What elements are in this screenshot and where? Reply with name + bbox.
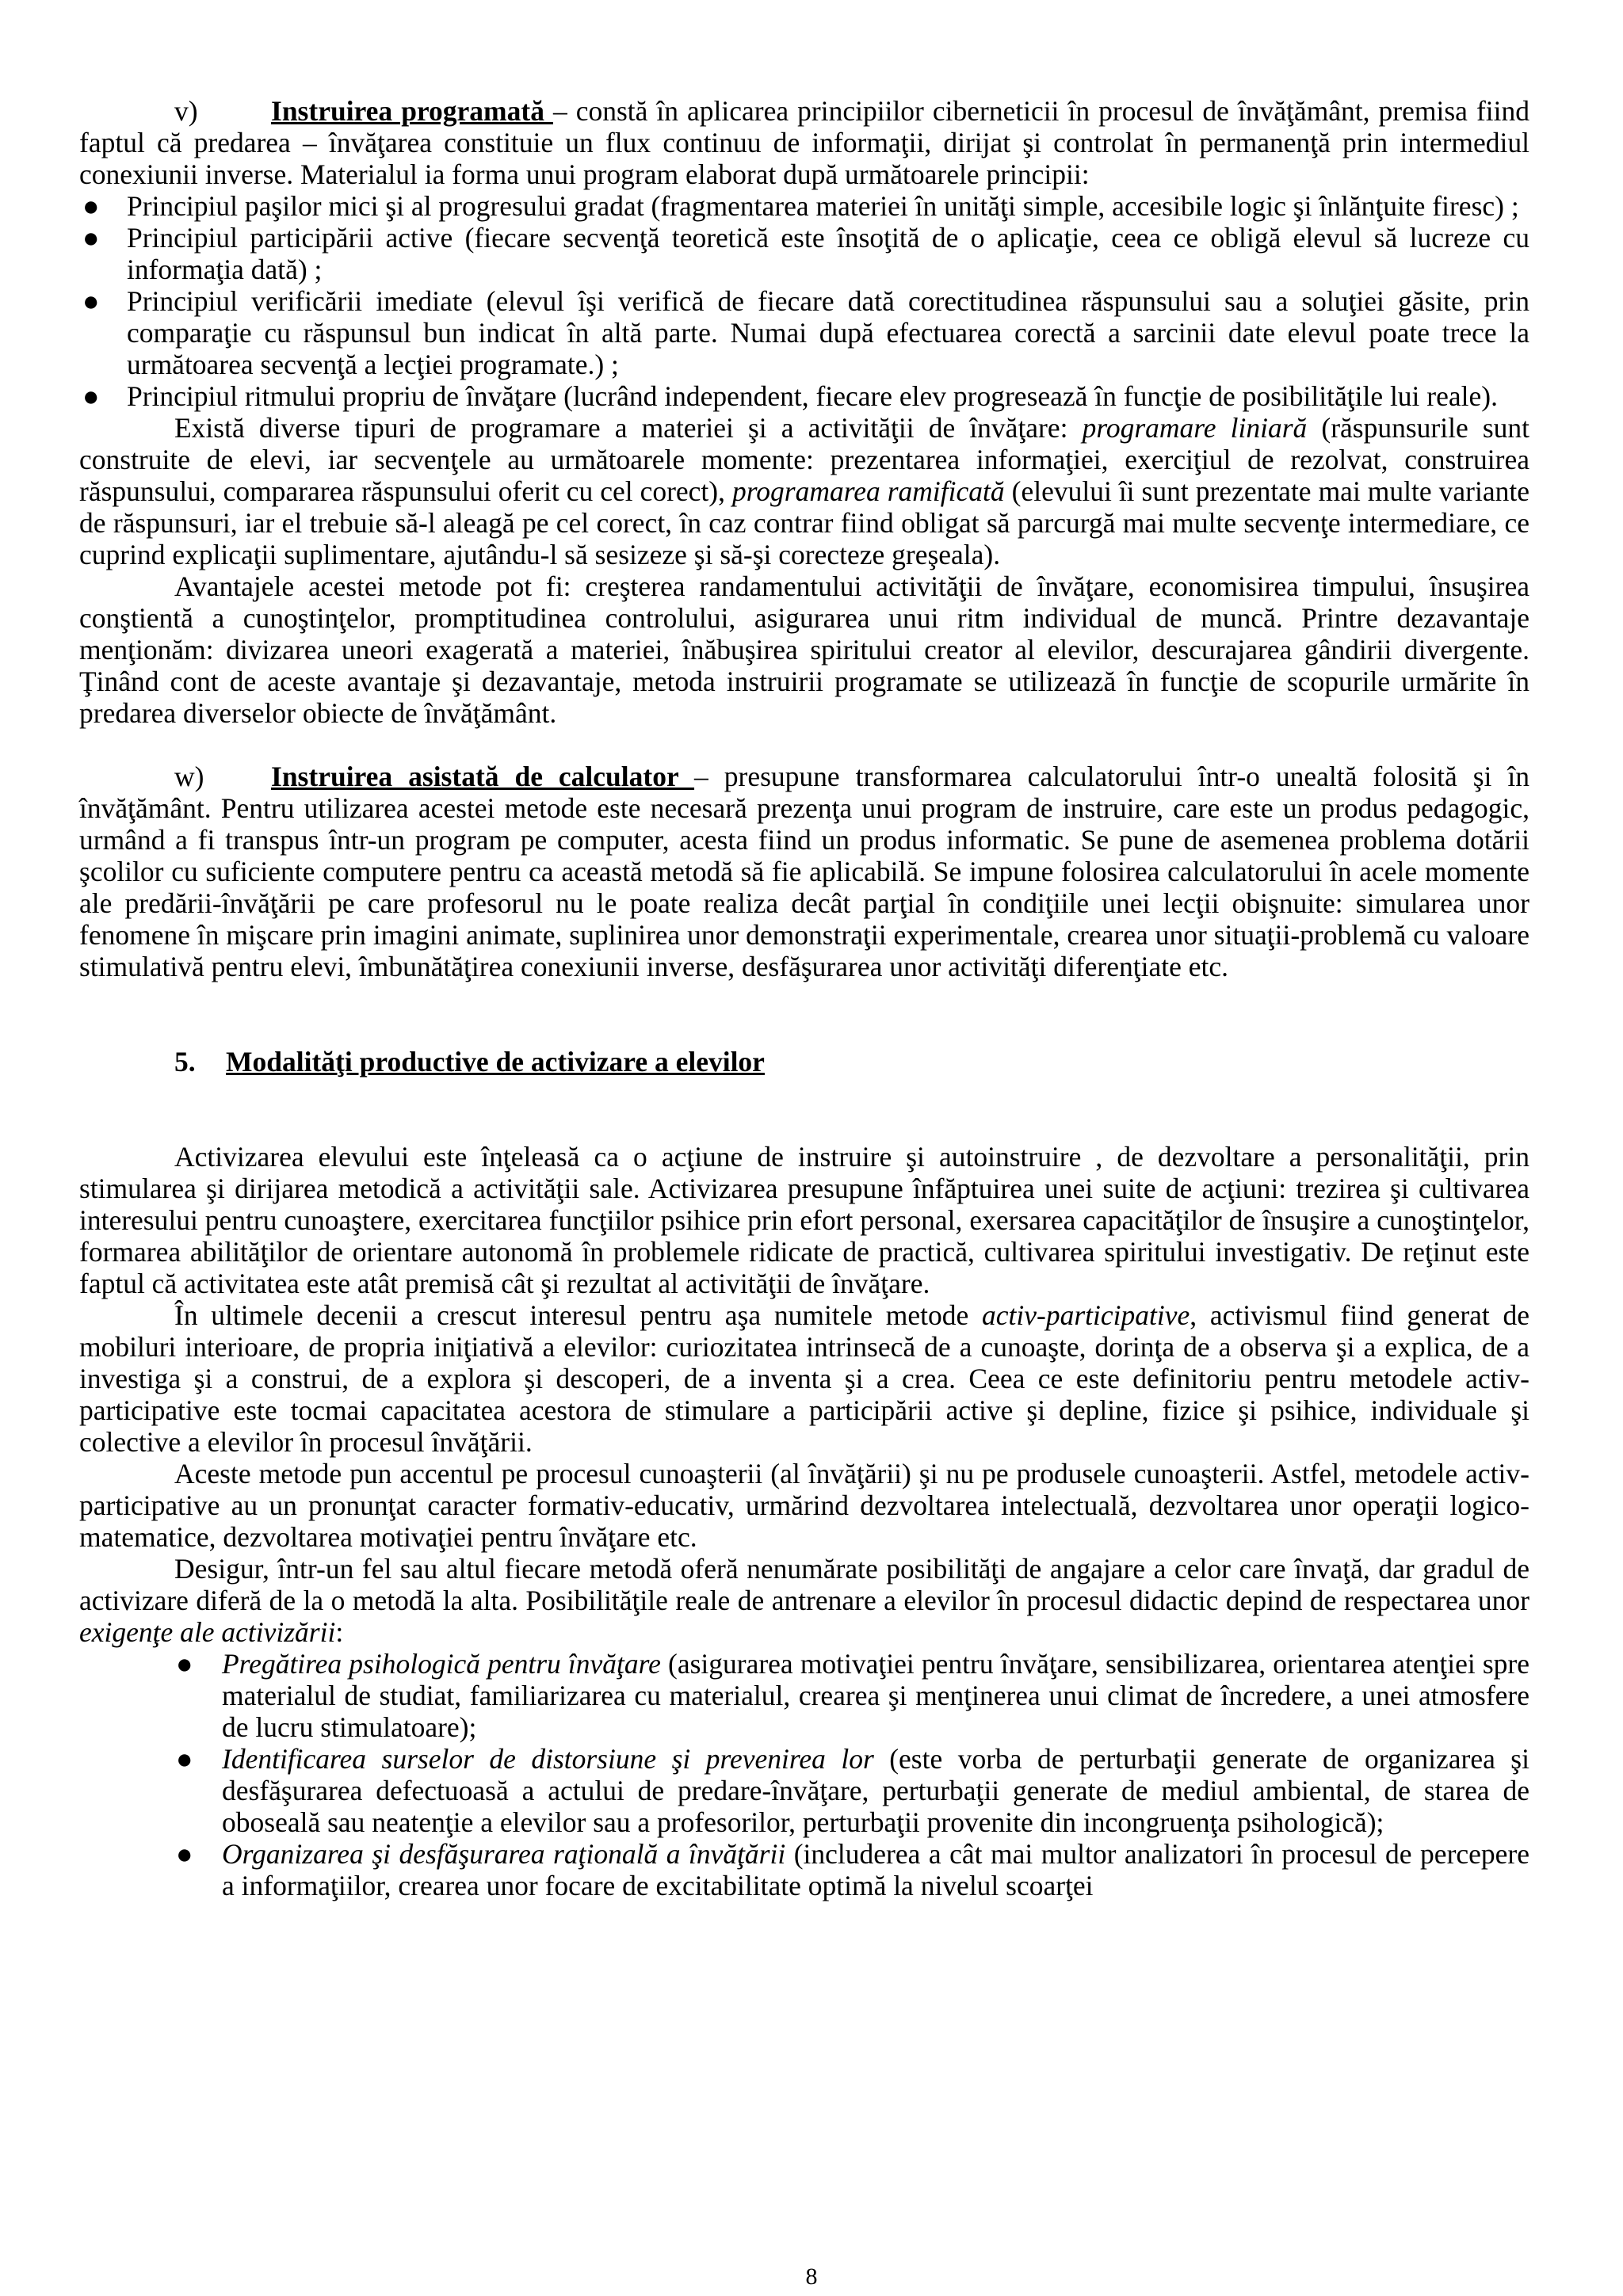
list-item <box>79 285 1529 380</box>
section-label-w: w) <box>174 761 204 792</box>
bullet-icon: ● <box>82 190 100 222</box>
section-heading-5 <box>79 1046 1529 1077</box>
list-item-text: Principiul participării active (fiecare secvenţă teoretică este însoţită de o aplicaţie, ceea ce obligă elevul să lucreze cu informaţia dată) ; <box>127 222 1529 285</box>
list-item-text: Principiul paşilor mici şi al progresului gradat (fragmentarea materiei în unităţi simple, accesibile logic şi înlănţuite firesc) ; <box>127 190 1519 222</box>
italic-term: programarea ramificată <box>732 475 1005 507</box>
list-item <box>79 380 1529 412</box>
paragraph-computer-assisted <box>79 761 1529 982</box>
section-label-v: v) <box>174 95 198 127</box>
text-run: (răspunsurile sunt construite de elevi, iar secvenţele au următoarele momente: prezentarea informaţiei, exerciţiul de rezolvat, construirea răspunsului, compararea răspunsului oferit cu cel corect), <box>79 412 1530 507</box>
section-title-programmed-instruction: Instruirea programată <box>271 95 553 127</box>
text-run: : <box>335 1616 344 1648</box>
text-run: În ultimele decenii a crescut interesul pentru aşa numitele metode <box>174 1299 983 1331</box>
paragraph-active-methods <box>79 1299 1529 1458</box>
list-item-text: Principiul ritmului propriu de învăţare (lucrând independent, fiecare elev progresează în funcţie de posibilităţile lui reale). <box>127 380 1498 412</box>
italic-term: exigenţe ale activizării <box>79 1616 336 1648</box>
list-item-text: (includerea a cât mai multor analizatori în procesul de percepere a informaţiilor, crearea unor focare de excitabilitate optimă la nivelul scoarţei <box>222 1838 1529 1901</box>
requirements-list <box>79 1648 1529 1901</box>
section-title-computer-assisted: Instruirea asistată de calculator <box>271 761 695 792</box>
page-number: 8 <box>805 2264 818 2290</box>
list-item-title: Organizarea şi desfăşurarea raţională a învăţării <box>222 1838 786 1870</box>
principles-list <box>79 190 1529 412</box>
text-run: Există diverse tipuri de programare a materiei şi a activităţii de învăţare: <box>174 412 1083 444</box>
list-item <box>79 1648 1529 1743</box>
paragraph-programming-types <box>79 412 1529 570</box>
text-run: , activismul fiind generat de mobiluri interioare, de propria iniţiativă a elevilor: curiozitatea intrinsecă de a cunoaşte, dorinţa de a observa şi a explica, de a investiga şi a construi, de a explora şi descoperi, de a inventa şi a crea. Ceea ce este definitoriu pentru metodele activ-participative este tocmai capacitatea acestora de stimulare a participării active şi depline, fizice şi psihice, individuale şi colective a elevilor în procesul învăţării. <box>79 1299 1530 1458</box>
italic-term: programare liniară <box>1082 412 1308 444</box>
paragraph-advantages: Avantajele acestei metode pot fi: creşterea randamentului activităţii de învăţare, economisirea timpului, însuşirea conştientă a cunoştinţelor, promptitudinea controlului, asigurarea unui ritm individual de muncă. Printre dezavantaje menţionăm: divizarea uneori exagerată a materiei, înăbuşirea spiritului creator al elevilor, descurajarea gândirii divergente. Ţinând cont de aceste avantaje şi dezavantaje, metoda instruirii programate se utilizează în funcţie de scopurile urmărite în predarea diverselor obiecte de învăţământ. <box>79 570 1529 729</box>
text-run: Desigur, într-un fel sau altul fiecare metodă oferă nenumărate posibilităţi de angajare a celor care învaţă, dar gradul de activizare diferă de la o metodă la alta. Posibilităţile reale de antrenare a elevilor în procesul didactic depind de respectarea unor <box>79 1553 1529 1616</box>
section-body-text: – presupune transformarea calculatorului într-o unealtă folosită şi în învăţământ. Pentru utilizarea acestei metode este necesară prezenţa unui program de instruire, care este un produs pedagogic, urmând a fi transpus într-un program pe computer, acesta fiind un produs informatic. Se pune de asemenea problema dotării şcolilor cu suficiente computere pentru ca această metodă să fie aplicabilă. Se impune folosirea calculatorului în acele momente ale predării-învăţării pe care profesorul nu le poate realiza decât parţial în condiţiile unei lecţii obişnuite: simularea unor fenomene în mişcare prin imagini animate, suplinirea unor demonstraţii experimentale, crearea unor situaţii-problemă cu valoare stimulativă pentru elevi, îmbunătăţirea conexiunii inverse, desfăşurarea unor activităţi diferenţiate etc. <box>79 761 1529 982</box>
section-title: Modalităţi productive de activizare a elevilor <box>226 1046 765 1077</box>
section-number: 5. <box>174 1046 196 1077</box>
bullet-icon: ● <box>82 380 100 412</box>
italic-term: activ-participative <box>982 1299 1190 1331</box>
list-item-text: (este vorba de perturbaţii generate de organizarea şi desfăşurarea defectuoasă a actului de predare-învăţare, perturbaţii generate de mediul ambiental, de starea de oboseală sau neatenţie a elevilor sau a profesorilor, perturbaţii provenite din incongruenţa psihologică); <box>222 1743 1529 1838</box>
list-item <box>79 222 1529 285</box>
bullet-icon: ● <box>176 1648 193 1680</box>
bullet-icon: ● <box>176 1838 193 1870</box>
paragraph-programmed-instruction <box>79 95 1529 190</box>
list-item <box>79 1838 1529 1901</box>
section-intro-text: – constă în aplicarea principiilor ciberneticii în procesul de învăţământ, premisa fiind faptul că predarea – învăţarea constituie un flux continuu de informaţii, dirijat şi controlat în permanenţă prin intermediul conexiunii inverse. Materialul ia forma unui program elaborat după următoarele principii: <box>79 95 1529 190</box>
paragraph-activation-definition: Activizarea elevului este înţeleasă ca o acţiune de instruire şi autoinstruire , de dezvoltare a personalităţii, prin stimularea şi dirijarea metodică a activităţii sale. Activizarea presupune înfăptuirea unei suite de acţiuni: trezirea şi cultivarea interesului pentru cunoaştere, exercitarea funcţiilor psihice prin efort personal, exersarea capacităţilor de însuşire a cunoştinţelor, formarea abilităţilor de orientare autonomă în problemele ridicate de practică, cultivarea spiritului investigativ. De reţinut este faptul că activitatea este atât premisă cât şi rezultat al activităţii de învăţare. <box>79 1141 1529 1299</box>
document-page <box>79 95 1529 1901</box>
paragraph-requirements <box>79 1553 1529 1648</box>
text-run: (elevului îi sunt prezentate mai multe variante de răspunsuri, iar el trebuie să-l aleagă pe cel corect, în caz contrar fiind obligat să parcurgă mai multe secvenţe intermediare, ce cuprind explicaţii suplimentare, ajutându-l să sesizeze şi să-şi corecteze greşeala). <box>79 475 1529 570</box>
bullet-icon: ● <box>82 285 100 317</box>
list-item-title: Identificarea surselor de distorsiune şi prevenirea lor <box>222 1743 874 1775</box>
list-item <box>79 1743 1529 1838</box>
list-item-text: Principiul verificării imediate (elevul îşi verifică de fiecare dată corectitudinea răspunsului sau a soluţiei găsite, prin comparaţie cu răspunsul bun indicat în altă parte. Numai după efectuarea corectă a sarcinii date elevul poate trece la următoarea secvenţă a lecţiei programate.) ; <box>127 285 1529 380</box>
list-item-title: Pregătirea psihologică pentru învăţare <box>222 1648 661 1680</box>
bullet-icon: ● <box>176 1743 193 1775</box>
list-item-text: (asigurarea motivaţiei pentru învăţare, sensibilizarea, orientarea atenţiei spre materialul de studiat, familiarizarea cu materialul, crearea şi menţinerea unui climat de încredere, a unei atmosfere de lucru stimulatoare); <box>222 1648 1529 1743</box>
list-item <box>79 190 1529 222</box>
paragraph-process-focus: Aceste metode pun accentul pe procesul cunoaşterii (al învăţării) şi nu pe produsele cunoaşterii. Astfel, metodele activ-participative au un pronunţat caracter formativ-educativ, urmărind dezvoltarea intelectuală, dezvoltarea unor operaţii logico-matematice, dezvoltarea motivaţiei pentru învăţare etc. <box>79 1458 1529 1553</box>
bullet-icon: ● <box>82 222 100 254</box>
